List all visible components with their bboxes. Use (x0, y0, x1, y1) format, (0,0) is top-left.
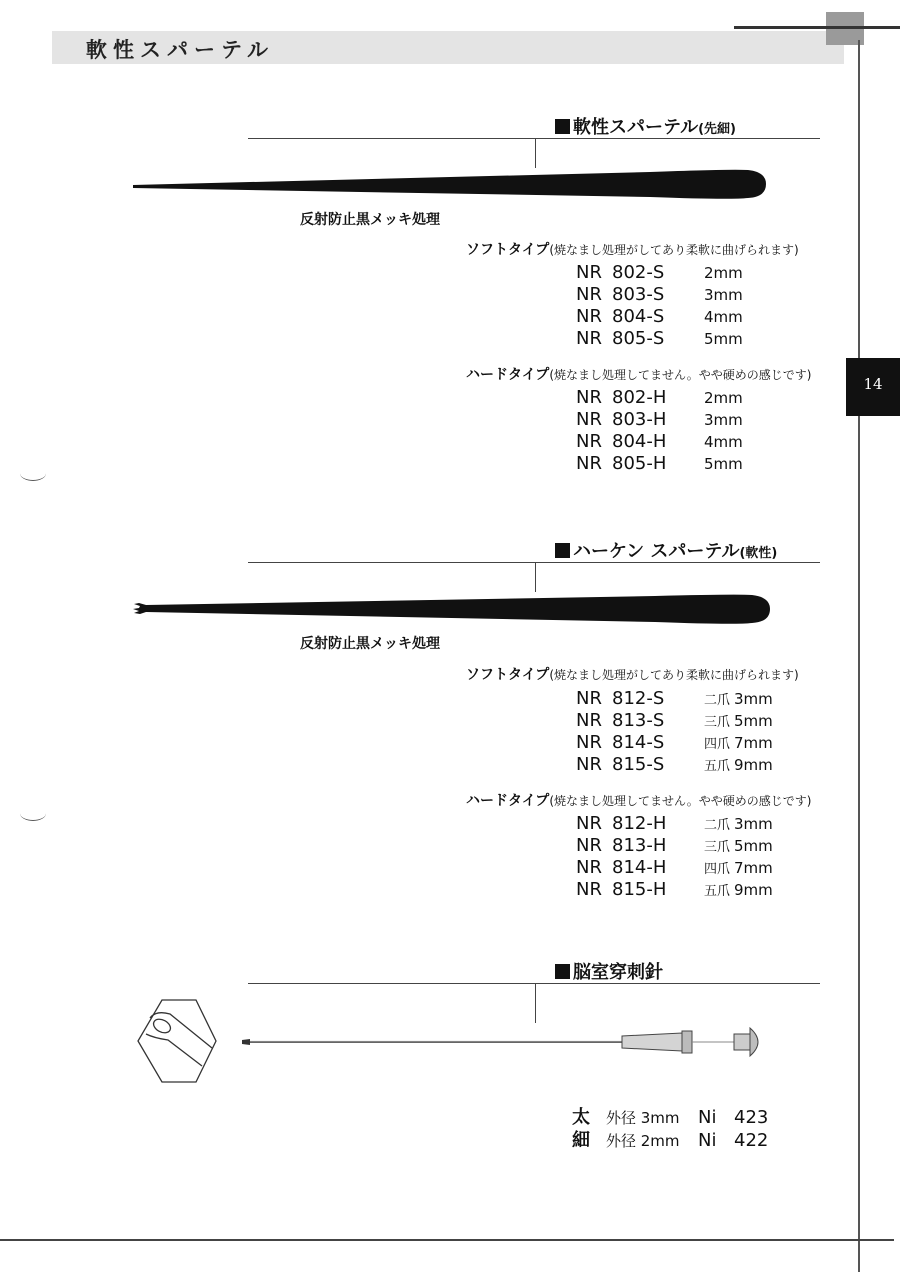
hard-type-heading: ハードタイプ(焼なまし処理してません。やや硬めの感じです) (466, 367, 812, 383)
square-bullet-icon (555, 119, 570, 134)
list-item: NR 805-H 5mm (576, 453, 743, 474)
chapter-tab: 14 (846, 358, 900, 416)
leader-line (535, 983, 536, 1023)
leader-line (535, 138, 536, 168)
section-rule (248, 138, 820, 139)
list-item: NR 802-H 2mm (576, 387, 743, 408)
model-list-s2-hard (576, 813, 773, 901)
list-item: NR 805-S 5mm (576, 328, 743, 349)
page-title: 軟性スパーテル (86, 38, 274, 62)
list-item: 太 外径 3mm Ni 423 (572, 1107, 769, 1128)
corner-rule (734, 26, 900, 29)
section-rule (248, 983, 820, 984)
soft-type-heading: ソフトタイプ(焼なまし処理がしてあり柔軟に曲げられます) (466, 667, 799, 683)
section-title-haken-spatula: ハーケン スパーテル(軟性) (555, 537, 777, 563)
list-item: NR 803-S 3mm (576, 284, 743, 305)
spatula-illustration (130, 166, 770, 202)
model-list-s2-soft (576, 688, 773, 776)
binding-hole-mark (20, 806, 46, 821)
list-item: NR 813-S 三爪 5mm (576, 710, 773, 731)
list-item: NR 814-S 四爪 7mm (576, 732, 773, 753)
needle-tip-detail-icon (128, 996, 223, 1086)
list-item: NR 804-H 4mm (576, 431, 743, 452)
model-list-s1-soft (576, 262, 743, 350)
list-item: NR 815-S 五爪 9mm (576, 754, 773, 775)
list-item: 細 外径 2mm Ni 422 (572, 1130, 769, 1151)
ventricular-needle-illustration (240, 1022, 780, 1062)
section-title-soft-spatula: 軟性スパーテル(先細) (555, 113, 736, 139)
list-item: NR 812-S 二爪 3mm (576, 688, 773, 709)
haken-spatula-illustration (130, 590, 775, 628)
margin-rule (858, 40, 860, 1272)
section-rule (248, 562, 820, 563)
list-item: NR 802-S 2mm (576, 262, 743, 283)
bottom-rule (0, 1239, 894, 1241)
list-item: NR 804-S 4mm (576, 306, 743, 327)
list-item: NR 812-H 二爪 3mm (576, 813, 773, 834)
list-item: NR 803-H 3mm (576, 409, 743, 430)
model-list-s1-hard (576, 387, 743, 475)
treatment-label: 反射防止黒メッキ処理 (300, 212, 440, 228)
soft-type-heading: ソフトタイプ(焼なまし処理がしてあり柔軟に曲げられます) (466, 242, 799, 258)
leader-line (535, 562, 536, 592)
list-item: NR 815-H 五爪 9mm (576, 879, 773, 900)
needle-list (572, 1103, 768, 1149)
section-title-ventricular-needle: 脳室穿刺針 (555, 958, 663, 984)
list-item: NR 813-H 三爪 5mm (576, 835, 773, 856)
hard-type-heading: ハードタイプ(焼なまし処理してません。やや硬めの感じです) (466, 793, 812, 809)
binding-hole-mark (20, 466, 46, 481)
square-bullet-icon (555, 964, 570, 979)
square-bullet-icon (555, 543, 570, 558)
treatment-label: 反射防止黒メッキ処理 (300, 636, 440, 652)
list-item: NR 814-H 四爪 7mm (576, 857, 773, 878)
